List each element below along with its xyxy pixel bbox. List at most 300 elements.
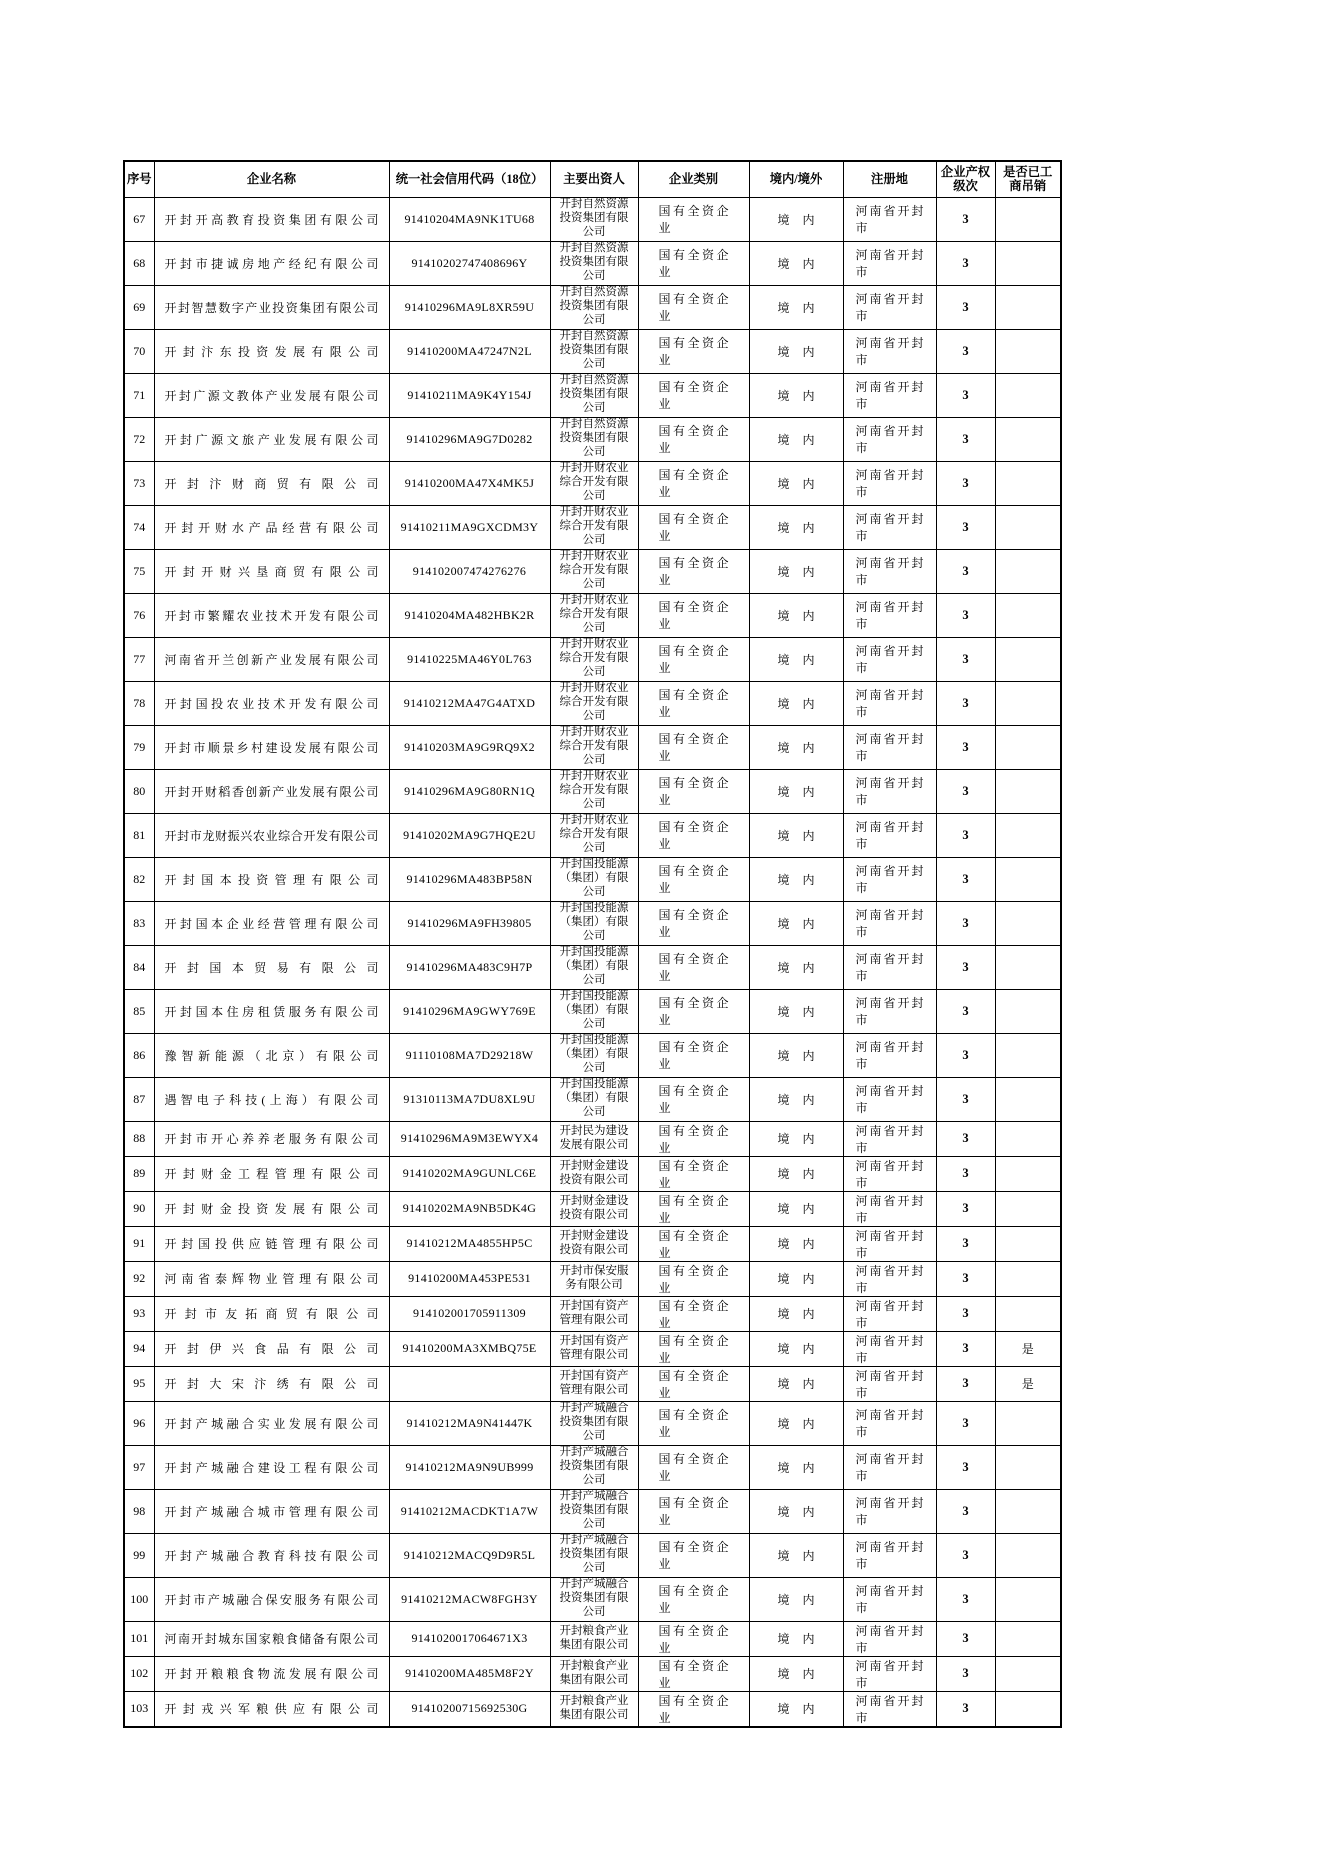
- column-header-no: 序号: [124, 161, 154, 197]
- cell-name: 开封市友拓商贸有限公司: [154, 1296, 389, 1331]
- table-row: [124, 417, 1061, 461]
- cell-investor: 开封自然资源投资集团有限公司: [550, 417, 638, 461]
- cell-no: 89: [124, 1156, 154, 1191]
- cell-location: 河南省开封市: [843, 1191, 936, 1226]
- table-row: [124, 241, 1061, 285]
- cell-level: 3: [936, 461, 995, 505]
- cell-investor: 开封粮食产业集团有限公司: [550, 1691, 638, 1727]
- cell-investor: 开封财金建设投资有限公司: [550, 1226, 638, 1261]
- cell-code: 91410212MA47G4ATXD: [389, 681, 550, 725]
- cell-name: 开封汴财商贸有限公司: [154, 461, 389, 505]
- cell-no: 86: [124, 1033, 154, 1077]
- cell-no: 100: [124, 1577, 154, 1621]
- cell-inout: 境内: [749, 505, 843, 549]
- cell-no: 96: [124, 1401, 154, 1445]
- cell-revoked: [995, 1445, 1061, 1489]
- cell-no: 74: [124, 505, 154, 549]
- cell-name: 开封市产城融合保安服务有限公司: [154, 1577, 389, 1621]
- cell-name: 开封开粮粮食物流发展有限公司: [154, 1656, 389, 1691]
- cell-no: 87: [124, 1077, 154, 1121]
- cell-name: 开封大宋汴绣有限公司: [154, 1366, 389, 1401]
- cell-code: 91410200MA47X4MK5J: [389, 461, 550, 505]
- cell-category: 国有全资企业: [638, 1445, 749, 1489]
- cell-code: 9141020017064671X3: [389, 1621, 550, 1656]
- cell-code: 91410225MA46Y0L763: [389, 637, 550, 681]
- cell-investor: 开封市保安服务有限公司: [550, 1261, 638, 1296]
- cell-inout: 境内: [749, 857, 843, 901]
- cell-inout: 境内: [749, 593, 843, 637]
- table-row: [124, 857, 1061, 901]
- cell-investor: 开封开财农业综合开发有限公司: [550, 813, 638, 857]
- cell-category: 国有全资企业: [638, 637, 749, 681]
- cell-no: 101: [124, 1621, 154, 1656]
- cell-level: 3: [936, 1691, 995, 1727]
- cell-investor: 开封国有资产管理有限公司: [550, 1296, 638, 1331]
- cell-name: 河南省泰辉物业管理有限公司: [154, 1261, 389, 1296]
- cell-revoked: [995, 769, 1061, 813]
- column-header-investor: 主要出资人: [550, 161, 638, 197]
- table-row: [124, 1156, 1061, 1191]
- cell-category: 国有全资企业: [638, 549, 749, 593]
- cell-level: 3: [936, 1077, 995, 1121]
- cell-investor: 开封开财农业综合开发有限公司: [550, 549, 638, 593]
- cell-code: 91410296MA9FH39805: [389, 901, 550, 945]
- cell-code: 91410200MA453PE531: [389, 1261, 550, 1296]
- cell-category: 国有全资企业: [638, 1121, 749, 1156]
- cell-category: 国有全资企业: [638, 1489, 749, 1533]
- cell-revoked: [995, 1577, 1061, 1621]
- cell-code: 91410212MACQ9D9R5L: [389, 1533, 550, 1577]
- cell-no: 99: [124, 1533, 154, 1577]
- cell-category: 国有全资企业: [638, 373, 749, 417]
- cell-no: 78: [124, 681, 154, 725]
- cell-level: 3: [936, 1261, 995, 1296]
- cell-no: 103: [124, 1691, 154, 1727]
- cell-no: 94: [124, 1331, 154, 1366]
- cell-revoked: [995, 373, 1061, 417]
- cell-location: 河南省开封市: [843, 681, 936, 725]
- cell-location: 河南省开封市: [843, 1577, 936, 1621]
- cell-inout: 境内: [749, 285, 843, 329]
- cell-location: 河南省开封市: [843, 285, 936, 329]
- cell-inout: 境内: [749, 945, 843, 989]
- cell-level: 3: [936, 857, 995, 901]
- cell-investor: 开封开财农业综合开发有限公司: [550, 505, 638, 549]
- cell-no: 102: [124, 1656, 154, 1691]
- cell-level: 3: [936, 637, 995, 681]
- cell-revoked: [995, 1621, 1061, 1656]
- cell-level: 3: [936, 1621, 995, 1656]
- table-row: [124, 945, 1061, 989]
- cell-code: 91410200MA47247N2L: [389, 329, 550, 373]
- cell-revoked: [995, 505, 1061, 549]
- cell-location: 河南省开封市: [843, 461, 936, 505]
- cell-name: 开封汴东投资发展有限公司: [154, 329, 389, 373]
- cell-name: 开封市繁耀农业技术开发有限公司: [154, 593, 389, 637]
- cell-code: 91410202MA9GUNLC6E: [389, 1156, 550, 1191]
- cell-name: 开封市顺景乡村建设发展有限公司: [154, 725, 389, 769]
- cell-location: 河南省开封市: [843, 241, 936, 285]
- cell-investor: 开封国投能源（集团）有限公司: [550, 989, 638, 1033]
- cell-revoked: 是: [995, 1331, 1061, 1366]
- cell-revoked: [995, 1533, 1061, 1577]
- cell-investor: 开封国投能源（集团）有限公司: [550, 901, 638, 945]
- cell-no: 88: [124, 1121, 154, 1156]
- cell-code: 91410204MA482HBK2R: [389, 593, 550, 637]
- cell-category: 国有全资企业: [638, 461, 749, 505]
- cell-investor: 开封产城融合投资集团有限公司: [550, 1489, 638, 1533]
- cell-category: 国有全资企业: [638, 1366, 749, 1401]
- cell-inout: 境内: [749, 549, 843, 593]
- cell-no: 80: [124, 769, 154, 813]
- cell-code: 91410211MA9GXCDM3Y: [389, 505, 550, 549]
- cell-level: 3: [936, 505, 995, 549]
- cell-no: 92: [124, 1261, 154, 1296]
- cell-location: 河南省开封市: [843, 1331, 936, 1366]
- cell-investor: 开封财金建设投资有限公司: [550, 1156, 638, 1191]
- cell-inout: 境内: [749, 1656, 843, 1691]
- cell-revoked: [995, 1656, 1061, 1691]
- cell-revoked: [995, 1489, 1061, 1533]
- cell-name: 开封国投农业技术开发有限公司: [154, 681, 389, 725]
- table-row: [124, 1691, 1061, 1727]
- table-row: [124, 637, 1061, 681]
- table-row: [124, 1656, 1061, 1691]
- cell-no: 82: [124, 857, 154, 901]
- cell-level: 3: [936, 197, 995, 241]
- cell-category: 国有全资企业: [638, 197, 749, 241]
- column-header-name: 企业名称: [154, 161, 389, 197]
- enterprise-table: [123, 160, 1062, 1728]
- cell-category: 国有全资企业: [638, 1296, 749, 1331]
- cell-name: 开封产城融合城市管理有限公司: [154, 1489, 389, 1533]
- cell-location: 河南省开封市: [843, 329, 936, 373]
- cell-no: 97: [124, 1445, 154, 1489]
- cell-no: 71: [124, 373, 154, 417]
- cell-level: 3: [936, 769, 995, 813]
- cell-no: 95: [124, 1366, 154, 1401]
- cell-inout: 境内: [749, 1577, 843, 1621]
- cell-code: 91410212MA9N41447K: [389, 1401, 550, 1445]
- cell-revoked: [995, 417, 1061, 461]
- cell-location: 河南省开封市: [843, 373, 936, 417]
- cell-no: 98: [124, 1489, 154, 1533]
- cell-code: 91410296MA9G7D0282: [389, 417, 550, 461]
- cell-inout: 境内: [749, 1156, 843, 1191]
- cell-category: 国有全资企业: [638, 329, 749, 373]
- cell-location: 河南省开封市: [843, 1366, 936, 1401]
- cell-code: 91410296MA9M3EWYX4: [389, 1121, 550, 1156]
- cell-code: 91410200MA485M8F2Y: [389, 1656, 550, 1691]
- column-header-category: 企业类别: [638, 161, 749, 197]
- cell-location: 河南省开封市: [843, 1226, 936, 1261]
- cell-category: 国有全资企业: [638, 857, 749, 901]
- cell-inout: 境内: [749, 417, 843, 461]
- cell-level: 3: [936, 1366, 995, 1401]
- cell-code: 91110108MA7D29218W: [389, 1033, 550, 1077]
- cell-level: 3: [936, 1533, 995, 1577]
- cell-code: 91410202MA9NB5DK4G: [389, 1191, 550, 1226]
- cell-no: 93: [124, 1296, 154, 1331]
- cell-category: 国有全资企业: [638, 1331, 749, 1366]
- cell-inout: 境内: [749, 1191, 843, 1226]
- table-row: [124, 1121, 1061, 1156]
- cell-investor: 开封开财农业综合开发有限公司: [550, 637, 638, 681]
- cell-name: 开封开财兴垦商贸有限公司: [154, 549, 389, 593]
- cell-inout: 境内: [749, 813, 843, 857]
- cell-investor: 开封国投能源（集团）有限公司: [550, 1033, 638, 1077]
- cell-revoked: [995, 637, 1061, 681]
- cell-location: 河南省开封市: [843, 1656, 936, 1691]
- cell-location: 河南省开封市: [843, 1261, 936, 1296]
- cell-level: 3: [936, 1489, 995, 1533]
- column-header-inout: 境内/境外: [749, 161, 843, 197]
- cell-code: 91410203MA9G9RQ9X2: [389, 725, 550, 769]
- cell-no: 73: [124, 461, 154, 505]
- table-row: [124, 1401, 1061, 1445]
- cell-inout: 境内: [749, 769, 843, 813]
- table-row: [124, 1445, 1061, 1489]
- cell-category: 国有全资企业: [638, 1191, 749, 1226]
- cell-revoked: [995, 549, 1061, 593]
- cell-inout: 境内: [749, 1121, 843, 1156]
- cell-location: 河南省开封市: [843, 769, 936, 813]
- cell-inout: 境内: [749, 241, 843, 285]
- cell-revoked: [995, 197, 1061, 241]
- cell-category: 国有全资企业: [638, 769, 749, 813]
- cell-investor: 开封自然资源投资集团有限公司: [550, 373, 638, 417]
- cell-code: 91410296MA483C9H7P: [389, 945, 550, 989]
- cell-name: 开封市捷诚房地产经纪有限公司: [154, 241, 389, 285]
- cell-inout: 境内: [749, 197, 843, 241]
- cell-investor: 开封产城融合投资集团有限公司: [550, 1577, 638, 1621]
- cell-name: 开封市开心养养老服务有限公司: [154, 1121, 389, 1156]
- cell-inout: 境内: [749, 989, 843, 1033]
- cell-investor: 开封开财农业综合开发有限公司: [550, 681, 638, 725]
- cell-name: 河南省开兰创新产业发展有限公司: [154, 637, 389, 681]
- cell-inout: 境内: [749, 725, 843, 769]
- cell-category: 国有全资企业: [638, 1401, 749, 1445]
- cell-location: 河南省开封市: [843, 1077, 936, 1121]
- cell-no: 77: [124, 637, 154, 681]
- cell-location: 河南省开封市: [843, 945, 936, 989]
- cell-inout: 境内: [749, 373, 843, 417]
- cell-name: 开封国本贸易有限公司: [154, 945, 389, 989]
- column-header-level: 企业产权级次: [936, 161, 995, 197]
- cell-level: 3: [936, 1401, 995, 1445]
- cell-location: 河南省开封市: [843, 505, 936, 549]
- cell-category: 国有全资企业: [638, 813, 749, 857]
- table-row: [124, 1489, 1061, 1533]
- cell-inout: 境内: [749, 1489, 843, 1533]
- cell-inout: 境内: [749, 1077, 843, 1121]
- cell-location: 河南省开封市: [843, 1533, 936, 1577]
- cell-location: 河南省开封市: [843, 593, 936, 637]
- cell-location: 河南省开封市: [843, 813, 936, 857]
- cell-no: 75: [124, 549, 154, 593]
- cell-inout: 境内: [749, 1621, 843, 1656]
- cell-location: 河南省开封市: [843, 901, 936, 945]
- cell-name: 开封广源文教体产业发展有限公司: [154, 373, 389, 417]
- cell-investor: 开封产城融合投资集团有限公司: [550, 1533, 638, 1577]
- cell-revoked: [995, 461, 1061, 505]
- spreadsheet-area: [123, 160, 1062, 1728]
- cell-level: 3: [936, 241, 995, 285]
- cell-location: 河南省开封市: [843, 1621, 936, 1656]
- cell-revoked: [995, 1226, 1061, 1261]
- cell-location: 河南省开封市: [843, 1489, 936, 1533]
- cell-revoked: [995, 1296, 1061, 1331]
- table-row: [124, 1621, 1061, 1656]
- cell-location: 河南省开封市: [843, 1033, 936, 1077]
- cell-investor: 开封开财农业综合开发有限公司: [550, 593, 638, 637]
- header-row: [124, 161, 1061, 197]
- cell-code: 91410204MA9NK1TU68: [389, 197, 550, 241]
- column-header-revoked: 是否已工商吊销: [995, 161, 1061, 197]
- cell-no: 84: [124, 945, 154, 989]
- cell-revoked: [995, 725, 1061, 769]
- cell-level: 3: [936, 1445, 995, 1489]
- cell-category: 国有全资企业: [638, 681, 749, 725]
- cell-name: 开封开财水产品经营有限公司: [154, 505, 389, 549]
- cell-investor: 开封粮食产业集团有限公司: [550, 1656, 638, 1691]
- cell-no: 69: [124, 285, 154, 329]
- cell-level: 3: [936, 549, 995, 593]
- table-row: [124, 549, 1061, 593]
- cell-investor: 开封自然资源投资集团有限公司: [550, 241, 638, 285]
- cell-revoked: [995, 857, 1061, 901]
- cell-level: 3: [936, 417, 995, 461]
- cell-level: 3: [936, 945, 995, 989]
- cell-name: 开封产城融合教育科技有限公司: [154, 1533, 389, 1577]
- cell-category: 国有全资企业: [638, 1261, 749, 1296]
- cell-inout: 境内: [749, 901, 843, 945]
- cell-category: 国有全资企业: [638, 1577, 749, 1621]
- table-row: [124, 1191, 1061, 1226]
- cell-location: 河南省开封市: [843, 857, 936, 901]
- cell-category: 国有全资企业: [638, 241, 749, 285]
- cell-no: 76: [124, 593, 154, 637]
- cell-no: 91: [124, 1226, 154, 1261]
- cell-category: 国有全资企业: [638, 901, 749, 945]
- cell-inout: 境内: [749, 329, 843, 373]
- cell-code: [389, 1366, 550, 1401]
- cell-name: 开封国投供应链管理有限公司: [154, 1226, 389, 1261]
- cell-level: 3: [936, 593, 995, 637]
- cell-code: 91410200715692530G: [389, 1691, 550, 1727]
- cell-inout: 境内: [749, 1366, 843, 1401]
- cell-category: 国有全资企业: [638, 1226, 749, 1261]
- cell-investor: 开封财金建设投资有限公司: [550, 1191, 638, 1226]
- cell-category: 国有全资企业: [638, 505, 749, 549]
- cell-inout: 境内: [749, 1261, 843, 1296]
- cell-revoked: [995, 593, 1061, 637]
- table-row: [124, 1296, 1061, 1331]
- cell-location: 河南省开封市: [843, 1445, 936, 1489]
- cell-name: 开封财金投资发展有限公司: [154, 1191, 389, 1226]
- cell-location: 河南省开封市: [843, 989, 936, 1033]
- cell-category: 国有全资企业: [638, 1691, 749, 1727]
- cell-location: 河南省开封市: [843, 417, 936, 461]
- cell-category: 国有全资企业: [638, 725, 749, 769]
- cell-name: 开封产城融合实业发展有限公司: [154, 1401, 389, 1445]
- cell-level: 3: [936, 681, 995, 725]
- cell-code: 91410202747408696Y: [389, 241, 550, 285]
- cell-revoked: [995, 1691, 1061, 1727]
- cell-no: 85: [124, 989, 154, 1033]
- cell-location: 河南省开封市: [843, 197, 936, 241]
- cell-code: 91410296MA9L8XR59U: [389, 285, 550, 329]
- cell-revoked: [995, 285, 1061, 329]
- cell-revoked: [995, 1121, 1061, 1156]
- cell-level: 3: [936, 1156, 995, 1191]
- cell-no: 81: [124, 813, 154, 857]
- table-row: [124, 813, 1061, 857]
- table-row: [124, 505, 1061, 549]
- cell-code: 91410296MA9GWY769E: [389, 989, 550, 1033]
- cell-level: 3: [936, 1226, 995, 1261]
- cell-category: 国有全资企业: [638, 593, 749, 637]
- cell-revoked: [995, 681, 1061, 725]
- cell-inout: 境内: [749, 637, 843, 681]
- table-row: [124, 1533, 1061, 1577]
- cell-name: 河南开封城东国家粮食储备有限公司: [154, 1621, 389, 1656]
- cell-code: 914102001705911309: [389, 1296, 550, 1331]
- table-row: [124, 1261, 1061, 1296]
- cell-name: 豫智新能源（北京）有限公司: [154, 1033, 389, 1077]
- cell-category: 国有全资企业: [638, 1621, 749, 1656]
- cell-inout: 境内: [749, 1445, 843, 1489]
- cell-investor: 开封国投能源（集团）有限公司: [550, 1077, 638, 1121]
- column-header-location: 注册地: [843, 161, 936, 197]
- cell-investor: 开封国有资产管理有限公司: [550, 1366, 638, 1401]
- cell-investor: 开封开财农业综合开发有限公司: [550, 769, 638, 813]
- cell-investor: 开封开财农业综合开发有限公司: [550, 461, 638, 505]
- cell-level: 3: [936, 329, 995, 373]
- cell-revoked: [995, 1261, 1061, 1296]
- cell-code: 91410212MACW8FGH3Y: [389, 1577, 550, 1621]
- cell-revoked: [995, 1033, 1061, 1077]
- cell-code: 91410212MA9N9UB999: [389, 1445, 550, 1489]
- cell-investor: 开封开财农业综合开发有限公司: [550, 725, 638, 769]
- cell-name: 开封产城融合建设工程有限公司: [154, 1445, 389, 1489]
- cell-level: 3: [936, 1033, 995, 1077]
- table-row: [124, 901, 1061, 945]
- cell-revoked: [995, 1156, 1061, 1191]
- cell-inout: 境内: [749, 1296, 843, 1331]
- cell-code: 91410200MA3XMBQ75E: [389, 1331, 550, 1366]
- table-row: [124, 593, 1061, 637]
- cell-revoked: [995, 1191, 1061, 1226]
- column-header-code: 统一社会信用代码（18位）: [389, 161, 550, 197]
- cell-category: 国有全资企业: [638, 945, 749, 989]
- cell-code: 914102007474276276: [389, 549, 550, 593]
- cell-inout: 境内: [749, 461, 843, 505]
- cell-inout: 境内: [749, 1533, 843, 1577]
- cell-no: 72: [124, 417, 154, 461]
- cell-name: 开封智慧数字产业投资集团有限公司: [154, 285, 389, 329]
- table-row: [124, 989, 1061, 1033]
- cell-code: 91410296MA483BP58N: [389, 857, 550, 901]
- cell-revoked: [995, 329, 1061, 373]
- table-row: [124, 1366, 1061, 1401]
- cell-category: 国有全资企业: [638, 285, 749, 329]
- cell-level: 3: [936, 1296, 995, 1331]
- cell-inout: 境内: [749, 1691, 843, 1727]
- cell-revoked: [995, 901, 1061, 945]
- cell-name: 遇智电子科技(上海）有限公司: [154, 1077, 389, 1121]
- cell-investor: 开封国投能源（集团）有限公司: [550, 857, 638, 901]
